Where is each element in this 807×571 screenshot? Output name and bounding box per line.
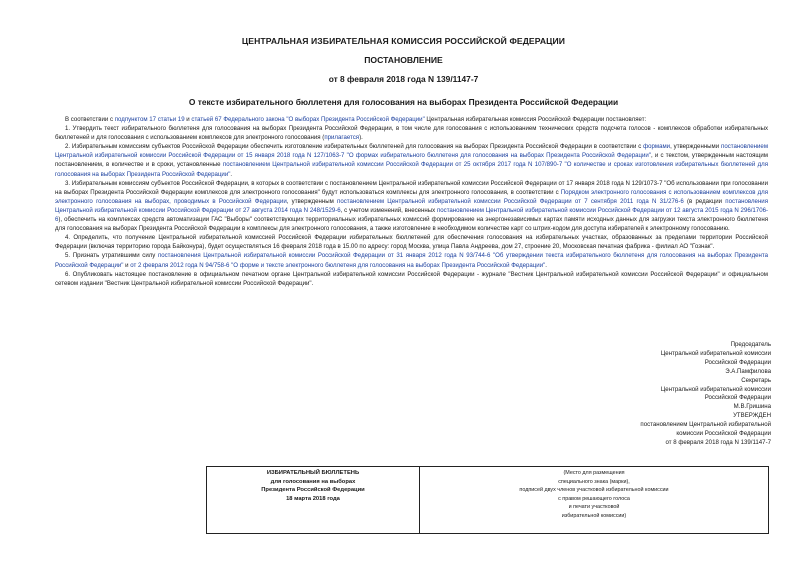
signature-line: Российской Федерации <box>704 394 771 402</box>
ballot-stamp-line: с правом решающего голоса <box>558 495 630 502</box>
ballot-stamp-cell <box>420 469 768 521</box>
paragraph-2: 2. Избирательным комиссиям субъектов Российской Федерации обеспечить изготовление избирательных бюллетеней для голосования на выборах Президента Российской Федерации в соответствии с формами, утвержденными постановлением Центральной избирательной комиссии Российской Федерации от 15 января 2018 года N 127/1063-7 "О формах избирательного бюллетеня для голосования на выборах Президента Российской Федерации", и с текстом, утвержденным настоящим постановлением, в количестве и в сроки, установленные постановлением Центральной избирательной комиссии Российской Федерации от 25 октября 2017 года N 107/890-7 "О количестве и сроках изготовления избирательных бюллетеней для голосования на выборах Президента Российской Федерации". <box>55 143 769 178</box>
link-resolution-127-1063-7[interactable]: постановлением Центральной избирательной комиссии Российской Федерации от 15 января 2018 года N 127/1063-7 "О формах избирательного бюллетеня для голосования на выборах Президента Российской Федерации" <box>55 143 769 160</box>
ballot-title-line: Президента Российской Федерации <box>261 487 365 494</box>
paragraph-5: 5. Признать утратившими силу постановления Центральной избирательной комиссии Российской Федерации от 31 января 2012 года N 93/744-6 "Об утверждении текста избирательного бюллетеня для голосования на выборах Президента Российской Федерации" и от 2 февраля 2012 года N 94/758-6 "О форме и тексте электронного бюллетеня для голосования на выборах Президента Российской Федерации". <box>55 252 768 269</box>
paragraph-4: 4. Определить, что получение Центральной избирательной комиссией Российской Федерации избирательных бюллетеней для обеспечения голосования на избирательных участках, образованных за пределами территории Российской Федерации (включая территорию города Байконура), будет осуществляться 16 февраля 2018 года в 15.00 по адресу: город Москва, улица Павла Андреева, дом 27, строение 20, Московская печатная фабрика - филиал АО "Гознак". <box>55 234 768 251</box>
approval-line: УТВЕРЖДЕН <box>733 412 771 420</box>
document-title: О тексте избирательного бюллетеня для голосования на выборах Президента Российской Федерации <box>188 97 619 107</box>
link-forms[interactable]: формами <box>643 143 671 151</box>
signature-line: Центральной избирательной комиссии <box>660 349 771 357</box>
signature-line: Председатель <box>730 341 771 348</box>
approval-line: от 8 февраля 2018 года N 139/1147-7 <box>665 438 771 446</box>
commission-heading: ЦЕНТРАЛЬНАЯ ИЗБИРАТЕЛЬНАЯ КОМИССИЯ РОССИЙСКОЙ ФЕДЕРАЦИИ <box>241 36 566 46</box>
signature-line: Центральной избирательной комиссии <box>660 385 771 393</box>
signature-line: Э.А.Памфилова <box>725 367 771 375</box>
document-body <box>55 115 768 288</box>
document-date-number: от 8 февраля 2018 года N 139/1147-7 <box>328 74 479 84</box>
signature-line: М.В.Гришина <box>733 403 771 411</box>
ballot-stamp-line: (Место для размещения <box>563 470 625 476</box>
link-article-67-federal-law[interactable]: статьей 67 Федерального закона "О выборах Президента Российской Федерации" <box>191 116 425 123</box>
signature-line: Российской Федерации <box>704 358 771 366</box>
ballot-title-cell <box>207 469 419 503</box>
ballot-title-line: для голосования на выборах <box>270 478 356 485</box>
link-resolution-296-1706-6[interactable]: постановлением Центральной избирательной комиссии Российской Федерации от 12 августа 2015 года N 296/1706-6 <box>55 206 768 224</box>
link-electronic-voting-procedure[interactable]: Порядком электронного голосования с использованием комплексов для электронного голосования на выборах, проводимых в Российской Федерации <box>55 188 768 205</box>
link-attachment[interactable]: прилагается <box>324 134 360 142</box>
approval-line: постановлением Центральной избирательной <box>640 421 771 429</box>
link-resolution-93-744-6[interactable]: постановления Центральной избирательной комиссии Российской Федерации от 31 января 2012 года N 93/744-6 "Об утверждении текста избирательного бюллетеня для голосования на выборах Президента Российской Федерации" <box>55 252 768 269</box>
ballot-title-line: ИЗБИРАТЕЛЬНЫЙ БЮЛЛЕТЕНЬ <box>266 470 360 476</box>
link-resolution-248-1529-6[interactable]: постановления Центральной избирательной комиссии Российской Федерации от 27 августа 2014 года N 248/1529-6 <box>55 197 769 214</box>
ballot-stamp-line: избирательной комиссии) <box>561 512 627 519</box>
link-resolution-107-890-7[interactable]: постановлением Центральной избирательной комиссии Российской Федерации от 25 октября 2017 года N 107/890-7 "О количестве и сроках изготовления избирательных бюллетеней для голосования на выборах Президента Российской Федерации" <box>55 161 768 178</box>
link-resolution-31-276-6[interactable]: постановлением Центральной избирательной комиссии Российской Федерации от 7 сентября 2011 года N 31/276-6 <box>337 197 684 205</box>
link-resolution-94-758-6[interactable]: от 2 февраля 2012 года N 94/758-6 "О форме и тексте электронного бюллетеня для голосования на выборах Президента Российской Федерации" <box>130 261 546 269</box>
ballot-stamp-line: и печати участковой <box>568 504 620 511</box>
signature-block <box>551 341 771 448</box>
signature-line: Секретарь <box>741 376 771 384</box>
ballot-stamp-line: специального знака (марки), <box>558 478 630 485</box>
preamble-paragraph: В соответствии с подпунктом 17 статьи 19 и статьей 67 Федерального закона "О выборах Президента Российской Федерации" Центральная избирательная комиссия Российской Федерации постановляет: <box>65 116 647 123</box>
approval-line: комиссии Российской Федерации <box>676 430 771 438</box>
ballot-header-table <box>206 466 769 534</box>
document-type-heading: ПОСТАНОВЛЕНИЕ <box>364 55 443 65</box>
ballot-title-line: 18 марта 2018 года <box>286 495 340 502</box>
link-subparagraph-17-article-19[interactable]: подпунктом 17 статьи 19 <box>114 116 185 123</box>
ballot-stamp-line: подписей двух членов участковой избирательной комиссии <box>519 487 669 494</box>
paragraph-1: 1. Утвердить текст избирательного бюллетеня для голосования на выборах Президента Российской Федерации, в том числе для голосования с использованием технических средств подсчета голосов - комплексов обработки избирательных бюллетеней и для голосования с использованием комплексов для электронного голосования (прилагается). <box>55 125 768 142</box>
paragraph-6: 6. Опубликовать настоящее постановление в официальном печатном органе Центральной избирательной комиссии Российской Федерации - журнале "Вестник Центральной избирательной комиссии Российской Федерации" и официальном сетевом издании "Вестник Центральной избирательной комиссии Российской Федерации". <box>55 270 768 287</box>
paragraph-3: 3. Избирательным комиссиям субъектов Российской Федерации, в которых в соответствии с постановлением Центральной избирательной комиссии Российской Федерации от 17 января 2018 года N 129/1073-7 "Об использовании при голосовании на выборах Президента Российской Федерации комплексов для электронного голосования" будут использоваться комплексы для электронного голосования, в соответствии с Порядком электронного голосования с использованием комплексов для электронного голосования на выборах, проводимых в Российской Федерации, утвержденным постановлением Центральной избирательной комиссии Российской Федерации от 7 сентября 2011 года N 31/276-6 (в редакции постановления Центральной избирательной комиссии Российской Федерации от 27 августа 2014 года N 248/1529-6, с учетом изменений, внесенных постановлением Центральной избирательной комиссии Российской Федерации от 12 августа 2015 года N 296/1706-6), обеспечить на комплексах средств автоматизации ГАС "Выборы" соответствующих территориальных избирательных комиссий формирование на энергонезависимых картах памяти исходных данных для загрузки текста электронного бюллетеня для голосования на выборах Президента Российской Федерации в комплексы для электронного голосования, а также изготовление в необходимом количестве карт со штрих-кодом для доступа избирателей к электронному голосованию. <box>55 179 769 233</box>
